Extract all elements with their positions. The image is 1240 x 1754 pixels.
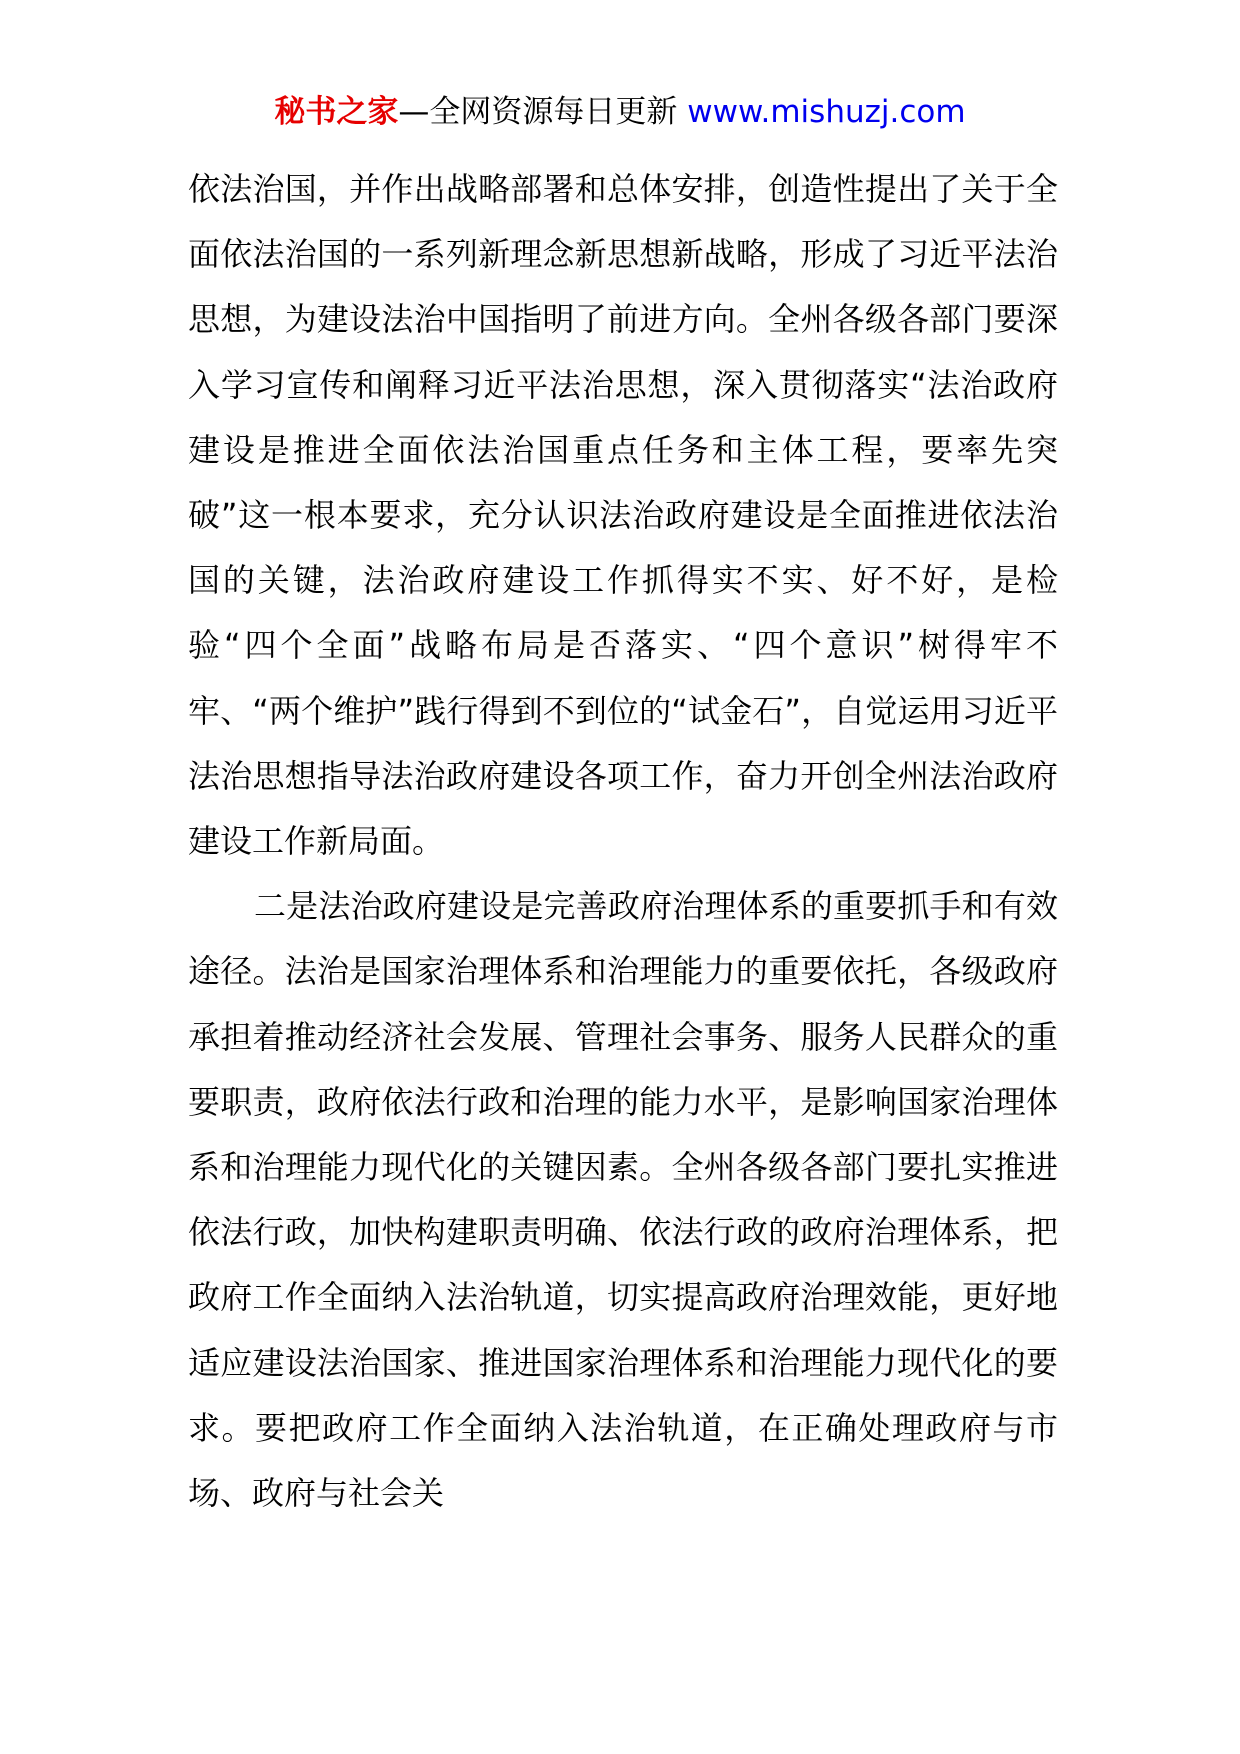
site-url-link[interactable]: www.mishuzj.com (687, 94, 966, 130)
site-header (0, 92, 1240, 132)
paragraph-1: 依法治国，并作出战略部署和总体安排，创造性提出了关于全面依法治国的一系列新理念新思想新战略，形成了习近平法治思想，为建设法治中国指明了前进方向。全州各级各部门要深入学习宣传和阐释习近平法治思想，深入贯彻落实“法治政府建设是推进全面依法治国重点任务和主体工程，要率先突破”这一根本要求，充分认识法治政府建设是全面推进依法治国的关键，法治政府建设工作抓得实不实、好不好，是检验“四个全面”战略布局是否落实、“四个意识”树得牢不牢、“两个维护”践行得到不到位的“试金石”，自觉运用习近平法治思想指导法治政府建设各项工作，奋力开创全州法治政府建设工作新局面。 (188, 170, 1058, 861)
site-tagline: —全网资源每日更新 (398, 94, 678, 130)
document-body (188, 157, 1058, 1526)
site-brand: 秘书之家 (274, 94, 399, 130)
paragraph-2: 二是法治政府建设是完善政府治理体系的重要抓手和有效途径。法治是国家治理体系和治理能力的重要依托，各级政府承担着推动经济社会发展、管理社会事务、服务人民群众的重要职责，政府依法行政和治理的能力水平，是影响国家治理体系和治理能力现代化的关键因素。全州各级各部门要扎实推进依法行政，加快构建职责明确、依法行政的政府治理体系，把政府工作全面纳入法治轨道，切实提高政府治理效能，更好地适应建设法治国家、推进国家治理体系和治理能力现代化的要求。要把政府工作全面纳入法治轨道，在正确处理政府与市场、政府与社会关 (188, 887, 1058, 1513)
